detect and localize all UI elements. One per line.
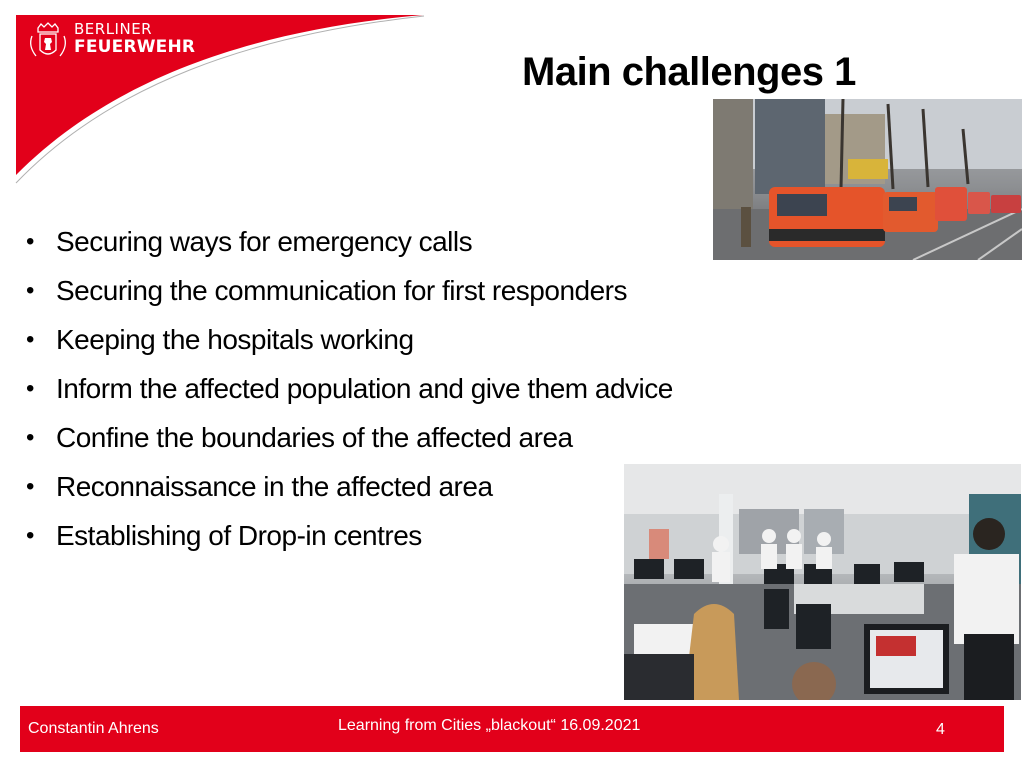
fire-vehicles-photo xyxy=(713,99,1022,260)
footer-author: Constantin Ahrens xyxy=(28,720,159,737)
list-item-text: Reconnaissance in the affected area xyxy=(56,471,493,502)
bullet-icon: • xyxy=(26,326,34,353)
list-item xyxy=(20,467,673,516)
berlin-bear-crest-icon xyxy=(26,22,70,62)
logo-wordmark xyxy=(74,22,195,56)
list-item-text: Confine the boundaries of the affected area xyxy=(56,422,573,453)
bullet-icon: • xyxy=(26,277,34,304)
logo-line-2: FEUERWEHR xyxy=(74,37,196,57)
bullet-icon: • xyxy=(26,375,34,402)
logo-line-1: BERLINER xyxy=(74,20,153,38)
logo-banner xyxy=(0,0,430,190)
list-item xyxy=(20,369,673,418)
bullet-icon: • xyxy=(26,228,34,255)
list-item xyxy=(20,418,673,467)
list-item xyxy=(20,516,673,565)
list-item xyxy=(20,271,673,320)
list-item xyxy=(20,320,673,369)
bullet-icon: • xyxy=(26,424,34,451)
footer-bar xyxy=(20,706,1004,752)
slide-title: Main challenges 1 xyxy=(522,50,856,94)
list-item-text: Securing the communication for first responders xyxy=(56,275,627,306)
bullet-icon: • xyxy=(26,473,34,500)
page-number: 4 xyxy=(936,721,945,738)
list-item xyxy=(20,222,673,271)
list-item-text: Inform the affected population and give them advice xyxy=(56,373,673,404)
control-room-photo xyxy=(624,464,1021,700)
list-item-text: Securing ways for emergency calls xyxy=(56,226,473,257)
challenge-list xyxy=(20,222,673,565)
footer-event: Learning from Cities „blackout“ 16.09.2021 xyxy=(338,717,641,734)
bullet-icon: • xyxy=(26,522,34,549)
list-item-text: Keeping the hospitals working xyxy=(56,324,414,355)
list-item-text: Establishing of Drop-in centres xyxy=(56,520,422,551)
